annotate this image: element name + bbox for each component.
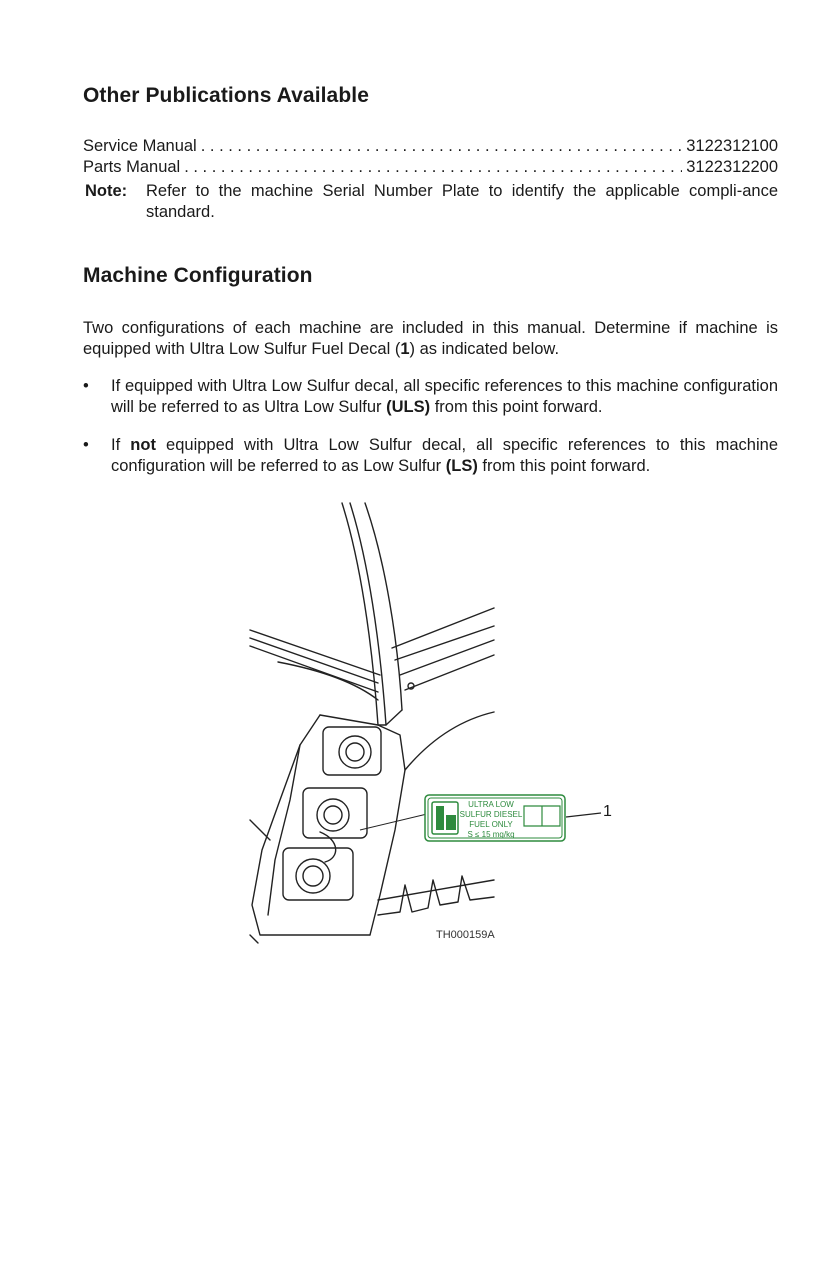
publication-row-service [83,137,778,159]
decal-line-2: SULFUR DIESEL [459,810,523,819]
intro-text: Two configurations of each machine are included in this manual. Determine if machine is equipped with Ultra Low Sulfur Fuel Decal ( [83,319,778,358]
publications-heading: Other Publications Available [83,84,369,107]
configuration-intro [83,318,778,360]
bullet-text-a: If [111,436,131,454]
intro-callout-number: 1 [400,340,410,358]
bullet-dot: • [83,377,89,395]
bullet-bold-ls: (LS) [445,457,478,475]
decal-line-4: S ≤ 15 mg/kg [467,830,515,839]
bullet-dot: • [83,436,89,454]
intro-text-end: ) as indicated below. [409,340,560,358]
bullet-text-b: from this point forward. [430,398,603,416]
bullet-bold-not: not [130,436,156,454]
uls-fuel-decal [425,795,565,841]
publication-number: 3122312100 [686,137,778,155]
bullet-ls [83,435,778,477]
decal-line-1: ULTRA LOW [468,800,514,809]
publication-number: 3122312200 [686,158,778,176]
leader-dots [201,137,683,156]
decal-line-3: FUEL ONLY [469,820,513,829]
note-label: Note: [85,182,128,200]
bullet-uls [83,376,778,418]
bullet-bold-uls: (ULS) [386,398,431,416]
configuration-heading: Machine Configuration [83,264,313,287]
note-text: Refer to the machine Serial Number Plate to identify the applicable compli-ance standard. [146,182,778,221]
leader-dots [184,158,682,177]
bullet-text-b: equipped with Ultra Low Sulfur decal, all specific references to this machine configuration will be referred to as Low Sulfur [111,436,778,475]
publication-label: Service Manual [83,137,197,155]
note-block [85,181,778,223]
decal-leader-line [360,814,427,830]
publication-row-parts [83,158,778,180]
publication-label: Parts Manual [83,158,181,176]
bullet-text [111,376,778,418]
bullet-text [111,435,778,477]
bullet-text-a: If equipped with Ultra Low Sulfur decal, all specific references to this machine configuration will be referred to as Ultra Low Sulfur [111,377,778,416]
callout-number: 1 [603,803,612,820]
fuel-decal-figure [240,500,620,950]
figure-id: TH000159A [436,929,495,941]
callout-leader-line [566,813,601,817]
bullet-text-c: from this point forward. [477,457,651,475]
